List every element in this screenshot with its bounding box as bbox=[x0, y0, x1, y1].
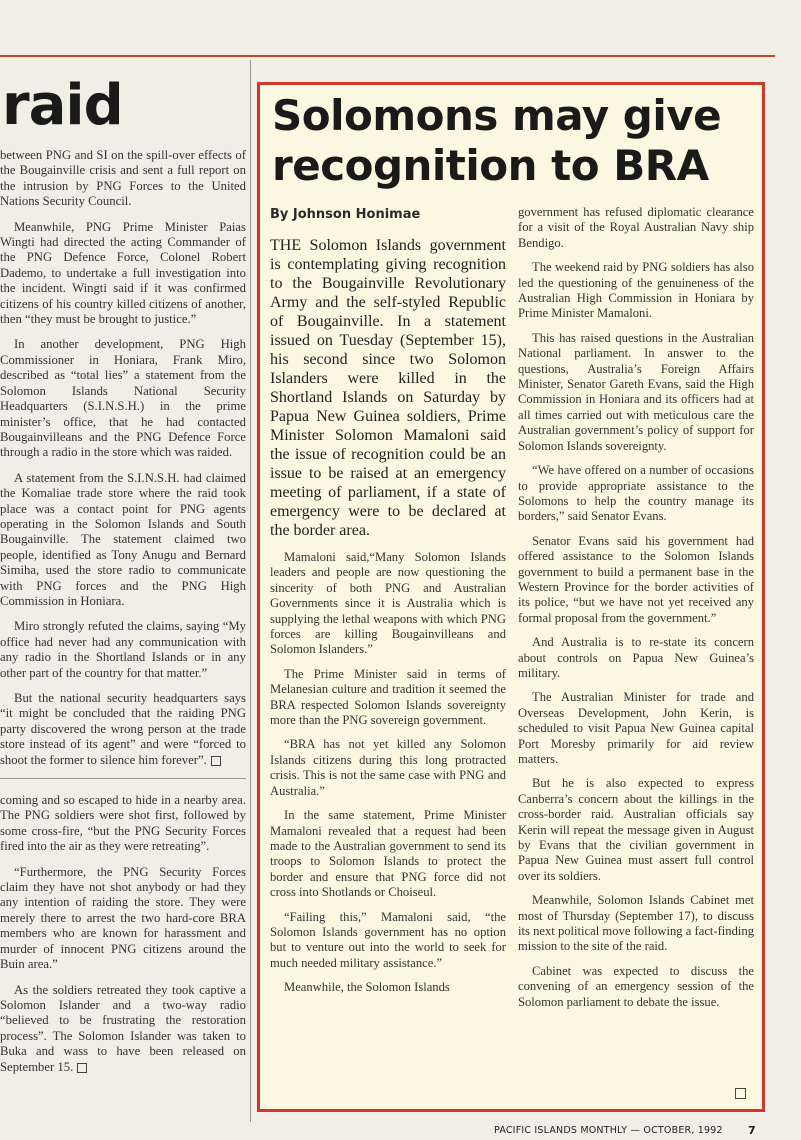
page-number: 7 bbox=[748, 1124, 756, 1137]
feature-article-box bbox=[257, 82, 765, 1112]
article-paragraph: The Prime Minister said in terms of Melanesian culture and tradition it seemed the BRA respected Solomon Islands sovereignty more than the PNG sovereign government. bbox=[270, 666, 506, 728]
left-paragraph: coming and so escaped to hide in a nearby area. The PNG soldiers were shot first, followed by some cross-fire, “but the PNG Security Forces fired into the air as they were retreating”. bbox=[0, 793, 246, 854]
byline: By Johnson Honimae bbox=[270, 207, 421, 222]
article-title-line: recognition to BRA bbox=[272, 141, 709, 190]
article-paragraph: And Australia is to re-state its concern about controls on Papua New Guinea’s military. bbox=[518, 635, 754, 680]
left-paragraph: “Furthermore, the PNG Security Forces claim they have not shot anybody or had they any intention of raiding the store. They were merely there to arrest the two hard-core BRA members who are known for harassment and murder of innocent PNG citizens around the Buin area.” bbox=[0, 864, 246, 972]
article-paragraph: Meanwhile, the Solomon Islands bbox=[284, 980, 450, 995]
article-paragraph: The Australian Minister for trade and Overseas Development, John Kerin, is scheduled to visit Papua New Guinea capital Port Moresby primarily for aid review matters. bbox=[518, 690, 754, 766]
left-paragraph: In another development, PNG High Commissioner in Honiara, Frank Miro, described as “total lies” a statement from the Solomon Islands National Security Headquarters (S.I.N.S.H.) in the prime minister’s office, that he had contacted Bougainvilleans and the PNG Defence Force through a radio in the store which was raided. bbox=[0, 337, 246, 460]
footer-publication: PACIFIC ISLANDS MONTHLY — OCTOBER, 1992 bbox=[494, 1125, 723, 1136]
article-paragraph: “Failing this,” Mamaloni said, “the Solomon Islands government has no option but to venture out into the world to seek for much needed military assistance.” bbox=[270, 909, 506, 970]
article-title-line: Solomons may give bbox=[272, 91, 722, 140]
article-paragraph: Cabinet was expected to discuss the convening of an emergency session of the Solomon parliament to debate the issue. bbox=[518, 963, 754, 1009]
article-paragraph: “We have offered on a number of occasions to provide appropriate assistance to the Solomons to help the country manage its borders,” said Senator Evans. bbox=[518, 463, 754, 524]
article-paragraph: Senator Evans said his government had offered assistance to the Solomon Islands government to build a permanent base in the Western Province for the border activities of its police, “but we have not yet received any formal proposal from the government.” bbox=[518, 533, 754, 625]
article-paragraph: This has raised questions in the Australian National parliament. In answer to the questions, Australia’s Foreign Affairs Minister, Senator Gareth Evans, said the High Commission in Honiara and its officers had at all times carried out with meticulous care the Australian government’s policy of support for Solomon Islands sovereignty. bbox=[518, 330, 754, 453]
left-paragraph: Meanwhile, PNG Prime Minister Paias Wingti had directed the acting Commander of the PNG Defence Force, Colonel Robert Dademo, to undertake a full investigation into the incident. Wingti said if it was confirmed citizens of his country killed citizens of another, then “they must be brought to justice.” bbox=[0, 219, 246, 327]
end-mark-icon bbox=[211, 756, 221, 766]
left-paragraph: Miro strongly refuted the claims, saying “My office had never had any communication with any radio in the Shortland Islands or in any other part of the country for that matter.” bbox=[0, 619, 246, 680]
left-headline: raid bbox=[2, 73, 123, 138]
end-mark-icon bbox=[77, 1063, 87, 1073]
left-paragraph: between PNG and SI on the spill-over effects of the Bougainville crisis and sent a full report on the intrusion by PNG Forces to the United Nations Security Council. bbox=[0, 148, 246, 209]
left-paragraph: But the national security headquarters says “it might be concluded that the raiding PNG party discovered the wrong person at the trade store instead of its agent” and were “forced to shoot the former to silence him forever”. bbox=[0, 691, 246, 767]
column-divider bbox=[250, 60, 251, 1122]
article-title bbox=[272, 91, 762, 191]
article-paragraph: Meanwhile, Solomon Islands Cabinet met most of Thursday (September 17), to discuss its next political move following a fact-finding mission to the site of the raid. bbox=[518, 893, 754, 954]
end-mark-icon bbox=[735, 1088, 746, 1099]
article-paragraph: The weekend raid by PNG soldiers has also led the questioning of the genuineness of the Australian High Commission in Honiara by Prime Minister Mamaloni. bbox=[518, 260, 754, 321]
top-rule bbox=[0, 55, 775, 57]
article-paragraph: In the same statement, Prime Minister Mamaloni revealed that a request had been made to the Australian government to send its troops to Solomon Islands to protect the border and ensure that PNG force did not cross into Shotlands or Choiseul. bbox=[270, 808, 506, 900]
lead-paragraph: THE Solomon Islands government is contemplating giving recognition to the Bougainville Revolutionary Army and the self-styled Republic of Bougainville. In a statement issued on Tuesday (September 15), his second since two Solomon Islanders were killed in the Shortland Islands on Saturday by Papua New Guinea soldiers, Prime Minister Solomon Mamaloni said the issue of recognition could be an issue to be raised at an emergency meeting of parliament, if a state of emergency were to be declared at the border area. bbox=[270, 237, 506, 539]
article-paragraph: Mamaloni said,“Many Solomon Islands leaders and people are now questioning the sincerity of both PNG and Australian Governments since it is Australia which is supplying the lethal weapons with which PNG forces are killing Bougainvilleans and Solomon Islanders.” bbox=[270, 550, 506, 657]
left-article-column bbox=[0, 60, 246, 1122]
article-paragraph: government has refused diplomatic clearance for a visit of the Royal Australian Navy ship Bendigo. bbox=[518, 205, 754, 250]
article-paragraph: But he is also expected to express Canberra’s concern about the killings in the cross-border raid. Australian officials say Kerin will repeat the message given in August by Evans that the civilian government in Papua New Guinea must assert full control over its soldiers. bbox=[518, 776, 754, 883]
article-column-left bbox=[270, 205, 506, 1005]
left-paragraph: A statement from the S.I.N.S.H. had claimed the Komaliae trade store where the raid took place was a contact point for PNG agents operating in the Solomon Islands and South Bougainville. The statement claimed two people, identified as Tony Anugu and Bernard Simiha, used the store radio to communicate with PNG forces and the PNG High Commission in Honiara. bbox=[0, 470, 246, 608]
article-paragraph: “BRA has not yet killed any Solomon Islands citizens during this long protracted crisis. This is not the same case with PNG and Australia.” bbox=[270, 737, 506, 798]
left-divider bbox=[0, 778, 246, 779]
left-paragraph: As the soldiers retreated they took captive a Solomon Islander and a two-way radio “believed to be frustrating the restoration process”. The Solomon Islander was taken to Buka and wass to have been released on September 15. bbox=[0, 982, 246, 1074]
article-column-right bbox=[518, 205, 754, 1019]
